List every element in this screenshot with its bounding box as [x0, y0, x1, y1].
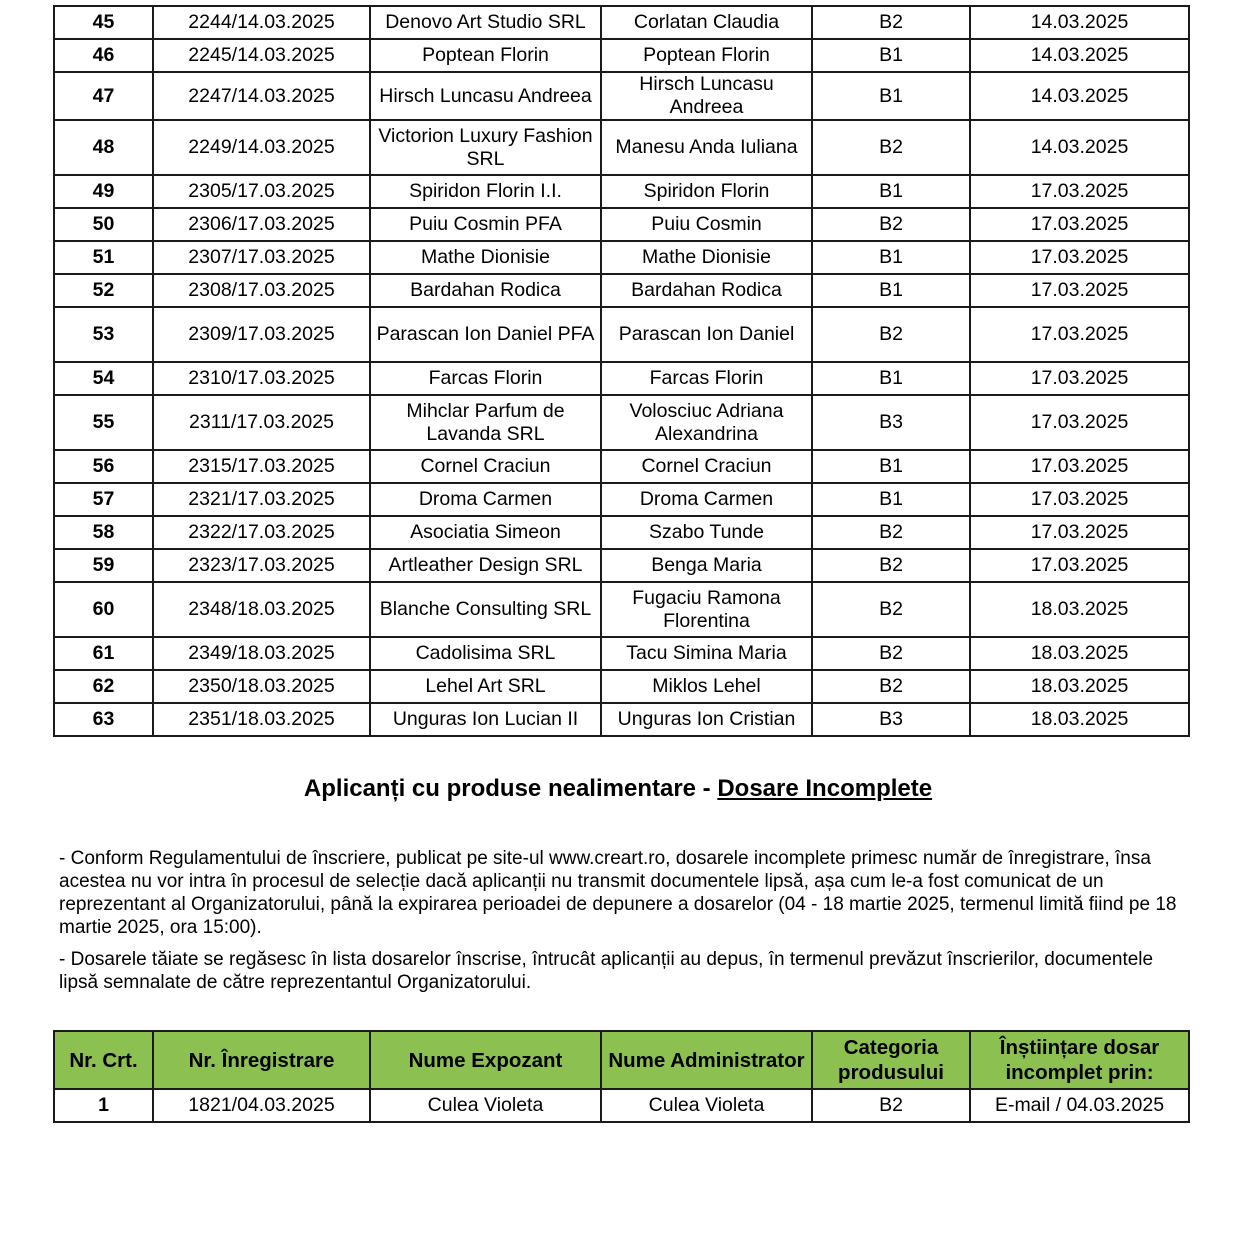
- table-row: [54, 362, 1189, 395]
- cell-category: B1: [812, 274, 970, 307]
- cell-administrator: Volosciuc Adriana Alexandrina: [601, 395, 812, 450]
- cell-exhibitor: Mathe Dionisie: [370, 241, 601, 274]
- cell-exhibitor: Denovo Art Studio SRL: [370, 6, 601, 39]
- cell-registration: 2309/17.03.2025: [153, 307, 370, 362]
- cell-exhibitor: Culea Violeta: [370, 1089, 601, 1122]
- cell-nr: 62: [54, 670, 153, 703]
- cell-exhibitor: Droma Carmen: [370, 483, 601, 516]
- cell-date: 17.03.2025: [970, 307, 1189, 362]
- cell-exhibitor: Farcas Florin: [370, 362, 601, 395]
- cell-date: 17.03.2025: [970, 274, 1189, 307]
- cell-date: 17.03.2025: [970, 241, 1189, 274]
- cell-nr: 52: [54, 274, 153, 307]
- cell-registration: 2310/17.03.2025: [153, 362, 370, 395]
- header-nume-administrator: Nume Administrator: [601, 1031, 812, 1089]
- cell-nr: 57: [54, 483, 153, 516]
- table-row: [54, 670, 1189, 703]
- cell-exhibitor: Blanche Consulting SRL: [370, 582, 601, 637]
- cell-category: B2: [812, 637, 970, 670]
- cell-category: B2: [812, 120, 970, 175]
- cell-nr: 47: [54, 72, 153, 120]
- cell-registration: 2245/14.03.2025: [153, 39, 370, 72]
- cell-registration: 2308/17.03.2025: [153, 274, 370, 307]
- table-row: [54, 483, 1189, 516]
- table-row: [54, 208, 1189, 241]
- header-nr-crt: Nr. Crt.: [54, 1031, 153, 1089]
- cell-administrator: Hirsch Luncasu Andreea: [601, 72, 812, 120]
- cell-nr: 59: [54, 549, 153, 582]
- cell-nr: 1: [54, 1089, 153, 1122]
- cell-date: 17.03.2025: [970, 450, 1189, 483]
- cell-administrator: Corlatan Claudia: [601, 6, 812, 39]
- header-nume-expozant: Nume Expozant: [370, 1031, 601, 1089]
- cell-category: B3: [812, 703, 970, 736]
- cell-nr: 53: [54, 307, 153, 362]
- cell-registration: 2323/17.03.2025: [153, 549, 370, 582]
- table-row: [54, 175, 1189, 208]
- cell-nr: 48: [54, 120, 153, 175]
- table-row: [54, 274, 1189, 307]
- cell-registration: 2322/17.03.2025: [153, 516, 370, 549]
- cell-category: B1: [812, 39, 970, 72]
- cell-administrator: Tacu Simina Maria: [601, 637, 812, 670]
- cell-registration: 2315/17.03.2025: [153, 450, 370, 483]
- cell-nr: 54: [54, 362, 153, 395]
- cell-date: 14.03.2025: [970, 120, 1189, 175]
- header-nr-inregistrare: Nr. Înregistrare: [153, 1031, 370, 1089]
- cell-date: 17.03.2025: [970, 395, 1189, 450]
- table-row: [54, 549, 1189, 582]
- cell-registration: 1821/04.03.2025: [153, 1089, 370, 1122]
- cell-category: B3: [812, 395, 970, 450]
- cell-category: B2: [812, 6, 970, 39]
- cell-administrator: Spiridon Florin: [601, 175, 812, 208]
- cell-registration: 2244/14.03.2025: [153, 6, 370, 39]
- cell-administrator: Parascan Ion Daniel: [601, 307, 812, 362]
- table-row: [54, 395, 1189, 450]
- table-row: [54, 516, 1189, 549]
- cell-date: 17.03.2025: [970, 175, 1189, 208]
- table-row: [54, 450, 1189, 483]
- cell-administrator: Manesu Anda Iuliana: [601, 120, 812, 175]
- cell-exhibitor: Lehel Art SRL: [370, 670, 601, 703]
- cell-administrator: Poptean Florin: [601, 39, 812, 72]
- cell-exhibitor: Victorion Luxury Fashion SRL: [370, 120, 601, 175]
- cell-registration: 2348/18.03.2025: [153, 582, 370, 637]
- cell-exhibitor: Poptean Florin: [370, 39, 601, 72]
- cell-category: B2: [812, 516, 970, 549]
- cell-date: 14.03.2025: [970, 39, 1189, 72]
- cell-registration: 2349/18.03.2025: [153, 637, 370, 670]
- cell-nr: 49: [54, 175, 153, 208]
- table-row: [54, 72, 1189, 120]
- table-row: [54, 307, 1189, 362]
- table-row: [54, 6, 1189, 39]
- cell-administrator: Culea Violeta: [601, 1089, 812, 1122]
- cell-registration: 2305/17.03.2025: [153, 175, 370, 208]
- cell-nr: 46: [54, 39, 153, 72]
- cell-registration: 2311/17.03.2025: [153, 395, 370, 450]
- incomplete-table-header-row: [54, 1031, 1189, 1089]
- cell-administrator: Unguras Ion Cristian: [601, 703, 812, 736]
- cell-exhibitor: Asociatia Simeon: [370, 516, 601, 549]
- cell-exhibitor: Unguras Ion Lucian II: [370, 703, 601, 736]
- cell-registration: 2306/17.03.2025: [153, 208, 370, 241]
- cell-registration: 2351/18.03.2025: [153, 703, 370, 736]
- header-categoria-produsului: Categoria produsului: [812, 1031, 970, 1089]
- cell-category: B1: [812, 241, 970, 274]
- section-title-prefix: Aplicanți cu produse nealimentare -: [303, 775, 718, 802]
- cell-nr: 58: [54, 516, 153, 549]
- table-row: [54, 703, 1189, 736]
- cell-nr: 56: [54, 450, 153, 483]
- cell-date: 17.03.2025: [970, 549, 1189, 582]
- cell-category: B2: [812, 582, 970, 637]
- cell-registration: 2350/18.03.2025: [153, 670, 370, 703]
- cell-category: B1: [812, 362, 970, 395]
- cell-administrator: Puiu Cosmin: [601, 208, 812, 241]
- cell-category: B2: [812, 549, 970, 582]
- cell-exhibitor: Bardahan Rodica: [370, 274, 601, 307]
- cell-category: B2: [812, 670, 970, 703]
- cell-nr: 45: [54, 6, 153, 39]
- applicants-table: [53, 5, 1190, 737]
- note-registration-rules: - Conform Regulamentului de înscriere, publicat pe site-ul www.creart.ro, dosarele incomplete primesc număr de înregistrare, însa acestea nu vor intra în procesul de selecție dacă aplicanții nu transmit documentele lipsă, așa cum le-a fost comunicat de un reprezentant al Organizatorului, până la expirarea perioadei de depunere a dosarelor (04 - 18 martie 2025, termenul limită fiind pe 18 martie 2025, ora 15:00).: [59, 848, 1177, 938]
- cell-date: 17.03.2025: [970, 362, 1189, 395]
- cell-exhibitor: Puiu Cosmin PFA: [370, 208, 601, 241]
- cell-nr: 63: [54, 703, 153, 736]
- cell-category: B1: [812, 450, 970, 483]
- cell-date: 14.03.2025: [970, 72, 1189, 120]
- cell-category: B1: [812, 483, 970, 516]
- table-row: [54, 582, 1189, 637]
- cell-administrator: Szabo Tunde: [601, 516, 812, 549]
- cell-nr: 51: [54, 241, 153, 274]
- cell-administrator: Benga Maria: [601, 549, 812, 582]
- applicants-table-body: [54, 6, 1189, 736]
- cell-date: 17.03.2025: [970, 516, 1189, 549]
- section-title-underlined: Dosare Incomplete: [717, 775, 933, 802]
- cell-exhibitor: Cornel Craciun: [370, 450, 601, 483]
- cell-exhibitor: Hirsch Luncasu Andreea: [370, 72, 601, 120]
- cell-exhibitor: Mihclar Parfum de Lavanda SRL: [370, 395, 601, 450]
- cell-date: 14.03.2025: [970, 6, 1189, 39]
- cell-date: 18.03.2025: [970, 670, 1189, 703]
- cell-registration: 2321/17.03.2025: [153, 483, 370, 516]
- cell-notice: E-mail / 04.03.2025: [970, 1089, 1189, 1122]
- cell-category: B2: [812, 1089, 970, 1122]
- note-crossed-files: - Dosarele tăiate se regăsesc în lista dosarelor înscrise, întrucât aplicanții au depus, în termenul prevăzut înscrierilor, documentele lipsă semnalate de către reprezentantul Organizatorului.: [59, 949, 1154, 993]
- section-title: [0, 774, 1236, 804]
- cell-nr: 50: [54, 208, 153, 241]
- incomplete-files-table: [53, 1030, 1190, 1123]
- cell-category: B2: [812, 307, 970, 362]
- cell-category: B1: [812, 72, 970, 120]
- cell-date: 18.03.2025: [970, 582, 1189, 637]
- cell-nr: 55: [54, 395, 153, 450]
- cell-exhibitor: Parascan Ion Daniel PFA: [370, 307, 601, 362]
- cell-registration: 2249/14.03.2025: [153, 120, 370, 175]
- table-row: [54, 241, 1189, 274]
- cell-administrator: Cornel Craciun: [601, 450, 812, 483]
- cell-registration: 2247/14.03.2025: [153, 72, 370, 120]
- cell-nr: 60: [54, 582, 153, 637]
- table-row: [54, 120, 1189, 175]
- cell-date: 18.03.2025: [970, 637, 1189, 670]
- table-row: [54, 637, 1189, 670]
- table-row: [54, 39, 1189, 72]
- cell-administrator: Fugaciu Ramona Florentina: [601, 582, 812, 637]
- cell-category: B1: [812, 175, 970, 208]
- cell-registration: 2307/17.03.2025: [153, 241, 370, 274]
- cell-exhibitor: Spiridon Florin I.I.: [370, 175, 601, 208]
- table-row: [54, 1089, 1189, 1122]
- cell-administrator: Miklos Lehel: [601, 670, 812, 703]
- cell-exhibitor: Artleather Design SRL: [370, 549, 601, 582]
- cell-category: B2: [812, 208, 970, 241]
- cell-date: 18.03.2025: [970, 703, 1189, 736]
- cell-administrator: Droma Carmen: [601, 483, 812, 516]
- cell-nr: 61: [54, 637, 153, 670]
- header-instiintare: Înștiințare dosar incomplet prin:: [970, 1031, 1189, 1089]
- cell-administrator: Bardahan Rodica: [601, 274, 812, 307]
- cell-date: 17.03.2025: [970, 483, 1189, 516]
- cell-administrator: Farcas Florin: [601, 362, 812, 395]
- cell-exhibitor: Cadolisima SRL: [370, 637, 601, 670]
- cell-date: 17.03.2025: [970, 208, 1189, 241]
- cell-administrator: Mathe Dionisie: [601, 241, 812, 274]
